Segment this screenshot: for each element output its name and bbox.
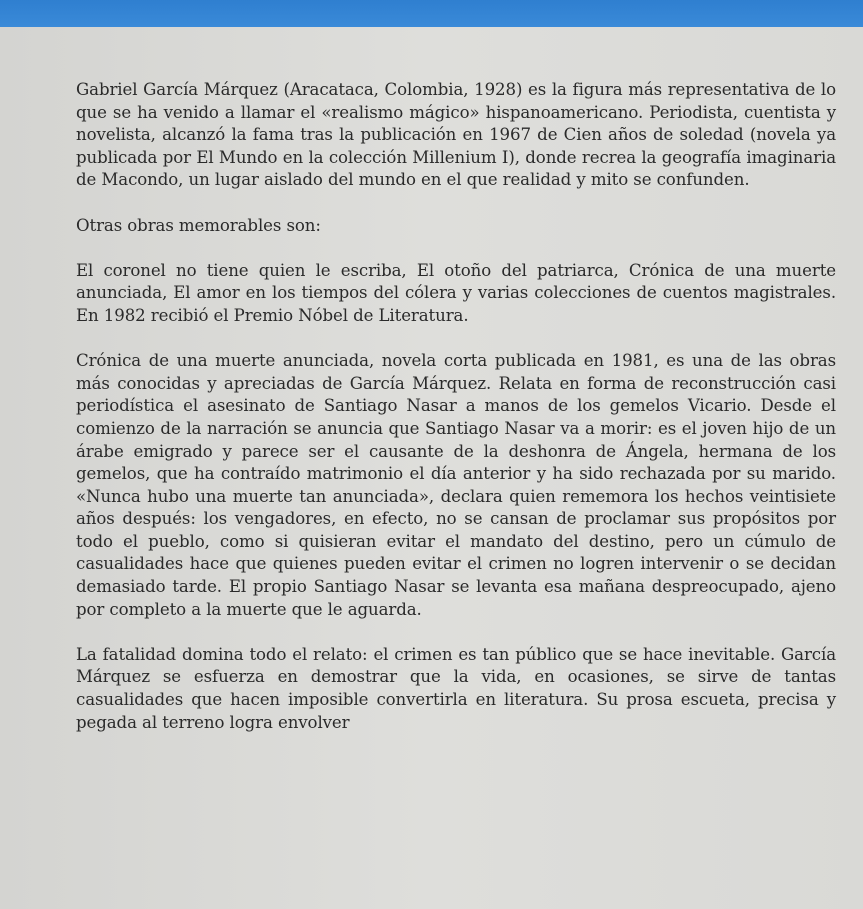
paragraph-other-works: El coronel no tiene quien le escriba, El otoño del patriarca, Crónica de una muerte anunciada, El amor en los tiempos del cólera y varias colecciones de cuentos magistrales. En 1982 recibió el Premio Nóbel de Literatura. <box>76 260 836 325</box>
paragraph-biography: Gabriel García Márquez (Aracataca, Colombia, 1928) es la figura más representativa de lo que se ha venido a llamar el «realismo mágico» hispanoamericano. Periodista, cuentista y novelista, alcanzó la fama tras la publicación en 1967 de Cien años de soledad (novela ya publicada por El Mundo en la colección Millenium I), donde recrea la geografía imaginaria de Macondo, un lugar aislado del mundo en el que realidad y mito se confunden. <box>76 80 836 190</box>
paragraph-cronica: Crónica de una muerte anunciada, novela corta publicada en 1981, es una de las obras más conocidas y apreciadas de García Márquez. Relata en forma de reconstrucción casi periodística el asesinato de Santiago Nasar a manos de los gemelos Vicario. Desde el comienzo de la narración se anuncia que Santiago Nasar va a morir: es el joven hijo de un árabe emigrado y parece ser el causante de la deshonra de Ángela, hermana de los gemelos, que ha contraído matrimonio el día anterior y ha sido rechazada por su marido. «Nunca hubo una muerte tan anunciada», declara quien rememora los hechos veintisiete años después: los vengadores, en efecto, no se cansan de proclamar sus propósitos por todo el pueblo, como si quisieran evitar el mandato del destino, pero un cúmulo de casualidades hace que quienes pueden evitar el crimen no logren intervenir o se decidan demasiado tarde. El propio Santiago Nasar se levanta esa mañana despreocupado, ajeno por completo a la muerte que le aguarda. <box>76 351 836 619</box>
paragraph-fatalidad: La fatalidad domina todo el relato: el crimen es tan público que se hace inevitable. García Márquez se esfuerza en demostrar que la vida, en ocasiones, se sirve de tantas casualidades que hacen imposible convertirla en literatura. Su prosa escueta, precisa y pegada al terreno logra envolver <box>76 644 836 732</box>
document-body <box>76 79 836 757</box>
top-blue-bar <box>0 0 863 27</box>
document-page <box>0 27 863 909</box>
paragraph-other-works-heading: Otras obras memorables son: <box>76 215 321 235</box>
